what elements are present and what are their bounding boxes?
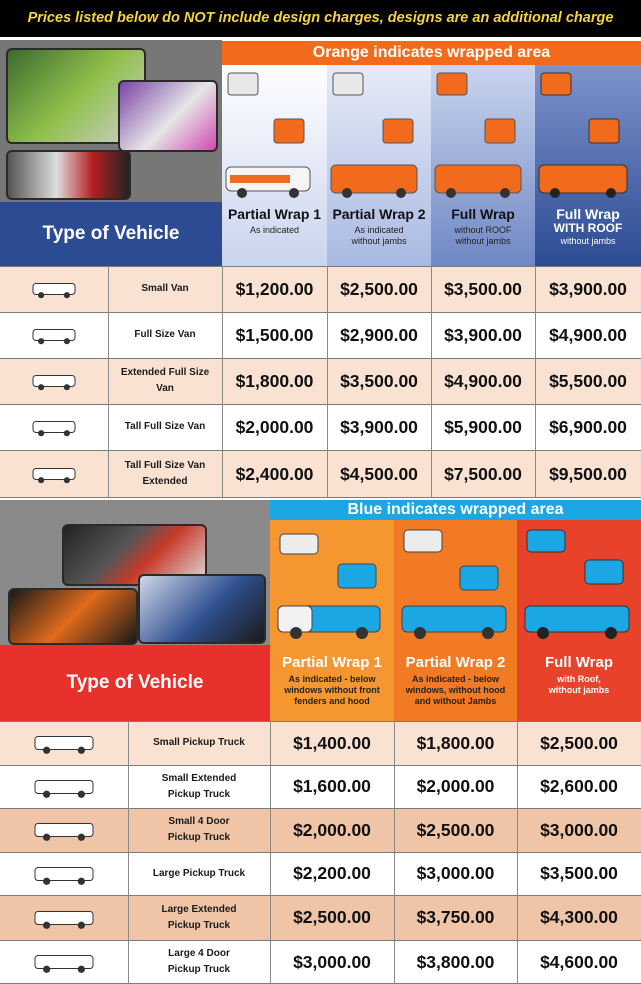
van-icon <box>31 278 77 300</box>
truck-col1-sub3: fenders and hood <box>294 696 370 706</box>
pickup-truck-icon <box>33 905 95 931</box>
price-cell: $3,500.00 <box>340 370 418 391</box>
truck-photo-collage <box>0 500 270 645</box>
van-legend-bar: Orange indicates wrapped area <box>222 41 641 65</box>
van-col4-title: Full Wrap <box>556 206 620 222</box>
price-cell: $1,400.00 <box>293 732 371 753</box>
truck-icon-cell <box>0 940 128 984</box>
van-icon-cell <box>0 312 108 358</box>
vehicle-type-name <box>128 940 270 984</box>
price-cell: $2,500.00 <box>293 907 371 927</box>
vehicle-type-name: Full Size Van <box>134 329 196 340</box>
truck-col1-sub2: windows without front <box>284 685 380 695</box>
van-column-full-wrap-roof <box>535 65 641 266</box>
van-column-partial-wrap-2 <box>327 65 431 266</box>
price-cell: $2,400.00 <box>235 463 314 484</box>
truck-col2-sub3: and without Jambs <box>414 696 497 706</box>
pickup-truck-icon <box>33 774 95 800</box>
pickup-truck-icon <box>33 861 95 887</box>
vehicle-type-name-line1: Large Extended <box>161 903 237 915</box>
vehicle-type-name: Extended Full Size Van <box>120 367 210 394</box>
price-cell: $4,500.00 <box>340 463 418 484</box>
truck-col2-title: Partial Wrap 2 <box>405 654 506 671</box>
vehicle-type-name <box>128 895 270 940</box>
vehicle-type-name-line1: Small 4 Door <box>168 816 230 827</box>
truck-partial-wrap-2-diagram <box>394 520 517 650</box>
truck-col3-sub2: without jambs <box>548 685 610 695</box>
price-cell: $1,600.00 <box>293 776 371 796</box>
truck-full-wrap-diagram <box>517 520 641 650</box>
truck-type-of-vehicle-label: Type of Vehicle <box>0 645 270 721</box>
price-cell: $4,900.00 <box>549 324 627 345</box>
price-cell: $3,900.00 <box>340 416 418 437</box>
truck-column-full-wrap <box>517 520 641 721</box>
van-icon <box>31 324 77 346</box>
van-col1-title: Partial Wrap 1 <box>227 206 322 222</box>
price-cell: $7,500.00 <box>444 463 522 484</box>
truck-col2-sub2: windows, without hood <box>405 685 506 695</box>
van-partial-wrap-1-diagram <box>222 65 327 201</box>
truck-partial-wrap-1-diagram <box>270 520 394 650</box>
truck-icon-cell <box>0 808 128 852</box>
pickup-truck-icon <box>33 817 95 843</box>
vehicle-type-name-line2: Pickup Truck <box>167 919 231 931</box>
van-column-partial-wrap-1 <box>222 65 327 266</box>
van-col3-sub1: without ROOF <box>454 225 512 235</box>
price-cell: $4,600.00 <box>540 951 618 972</box>
van-partial-wrap-2-diagram <box>327 65 431 201</box>
price-cell: $2,900.00 <box>340 324 418 345</box>
price-cell: $3,500.00 <box>444 278 522 299</box>
van-icon-cell <box>0 404 108 450</box>
van-icon-cell <box>0 266 108 312</box>
van-icon <box>31 370 77 392</box>
price-cell: $9,500.00 <box>549 463 627 484</box>
vehicle-type-name <box>128 852 270 895</box>
truck-col3-sub1: with Roof, <box>557 674 601 684</box>
price-cell: $1,800.00 <box>235 370 314 391</box>
vehicle-type-name-line2: Pickup Truck <box>167 788 231 800</box>
van-icon-cell <box>0 358 108 404</box>
price-cell: $3,900.00 <box>549 278 627 299</box>
price-cell: $4,900.00 <box>444 370 522 391</box>
price-cell: $2,500.00 <box>540 732 618 753</box>
van-icon-cell <box>0 450 108 498</box>
van-col4-sub1: without jambs <box>560 236 616 246</box>
van-col3-title: Full Wrap <box>451 206 515 222</box>
vehicle-type-name: Tall Full Size Van <box>124 421 206 432</box>
price-cell: $2,000.00 <box>235 416 314 437</box>
van-full-wrap-diagram <box>431 65 535 201</box>
van-full-wrap-roof-diagram <box>535 65 641 201</box>
vehicle-type-name-line1: Small Extended <box>161 772 237 784</box>
vehicle-type-name-line2: Pickup Truck <box>167 964 231 975</box>
vehicle-type-name-line1: Large 4 Door <box>168 948 230 959</box>
vehicle-type-name-line1: Large Pickup Truck <box>152 867 246 879</box>
truck-col3-title: Full Wrap <box>544 654 614 671</box>
price-cell: $3,000.00 <box>293 951 371 972</box>
van-col4-title2: WITH ROOF <box>553 221 623 235</box>
van-col2-sub2: without jambs <box>351 236 407 246</box>
truck-col2-sub1: As indicated - below <box>411 674 499 684</box>
vehicle-type-name <box>128 808 270 852</box>
truck-icon-cell <box>0 721 128 765</box>
van-col2-sub1: As indicated <box>354 225 404 235</box>
pickup-truck-icon <box>33 949 95 975</box>
price-cell: $2,500.00 <box>416 819 495 840</box>
van-col1-sub: As indicated <box>249 225 300 235</box>
price-cell: $2,000.00 <box>293 819 371 840</box>
vehicle-type-name-line1: Small Pickup Truck <box>153 737 245 748</box>
van-type-of-vehicle-label: Type of Vehicle <box>0 202 222 266</box>
price-cell: $3,750.00 <box>416 907 495 927</box>
truck-icon-cell <box>0 895 128 940</box>
truck-legend-bar: Blue indicates wrapped area <box>270 500 641 520</box>
price-cell: $3,000.00 <box>416 863 495 883</box>
price-cell: $1,800.00 <box>416 732 495 753</box>
price-cell: $2,200.00 <box>293 863 371 883</box>
vehicle-type-name-line2: Pickup Truck <box>167 832 231 843</box>
vehicle-type-name <box>128 721 270 765</box>
price-cell: $2,000.00 <box>416 776 495 796</box>
truck-column-partial-wrap-1 <box>270 520 394 721</box>
van-col3-sub2: without jambs <box>455 236 511 246</box>
pricing-disclaimer-banner: Prices listed below do NOT include design charges, designs are an additional charge <box>0 0 641 37</box>
price-cell: $3,900.00 <box>444 324 522 345</box>
price-cell: $1,500.00 <box>235 324 314 345</box>
price-cell: $6,900.00 <box>549 416 627 437</box>
van-col2-title: Partial Wrap 2 <box>332 206 426 222</box>
vehicle-type-name <box>128 765 270 808</box>
price-cell: $5,900.00 <box>444 416 522 437</box>
truck-icon-cell <box>0 765 128 808</box>
truck-col1-title: Partial Wrap 1 <box>282 654 382 671</box>
price-cell: $3,800.00 <box>416 951 495 972</box>
pickup-truck-icon <box>33 730 95 756</box>
truck-column-partial-wrap-2 <box>394 520 517 721</box>
vehicle-type-name: Small Van <box>141 283 189 294</box>
price-cell: $3,000.00 <box>540 819 618 840</box>
van-icon <box>31 416 77 438</box>
price-cell: $1,200.00 <box>235 278 314 299</box>
price-cell: $5,500.00 <box>549 370 627 391</box>
van-photo-collage <box>0 40 222 202</box>
van-icon <box>31 463 77 485</box>
van-column-full-wrap <box>431 65 535 266</box>
price-cell: $3,500.00 <box>540 863 618 883</box>
vehicle-type-name: Tall Full Size Van Extended <box>124 460 206 487</box>
price-cell: $4,300.00 <box>540 907 618 927</box>
truck-col1-sub1: As indicated - below <box>288 674 376 684</box>
truck-icon-cell <box>0 852 128 895</box>
price-cell: $2,500.00 <box>340 278 418 299</box>
price-cell: $2,600.00 <box>540 776 618 796</box>
